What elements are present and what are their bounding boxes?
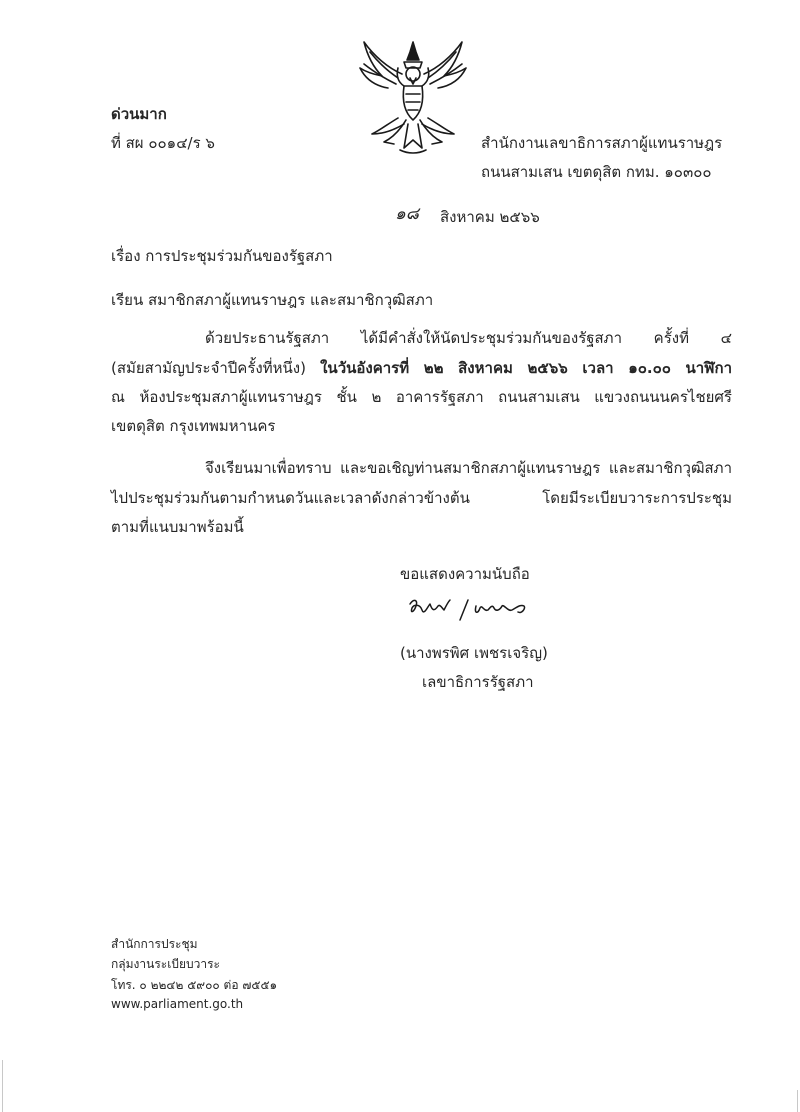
handwritten-signature (404, 594, 544, 626)
date-month-year: สิงหาคม ๒๕๖๖ (440, 208, 540, 226)
sender-office: สำนักงานเลขาธิการสภาผู้แทนราษฎร (481, 134, 723, 152)
subject-line: เรื่อง การประชุมร่วมกันของรัฐสภา (111, 247, 333, 265)
urgency-label: ด่วนมาก (111, 105, 167, 123)
body-paragraph1-line3: ณ ห้องประชุมสภาผู้แทนราษฎร ชั้น ๒ อาคารรัฐสภา ถนนสามเสน แขวงถนนนครไชยศรี (111, 388, 732, 406)
footer-department: สำนักการประชุม (111, 937, 198, 951)
body-meeting-datetime: ในวันอังคารที่ ๒๒ สิงหาคม ๒๕๖๖ เวลา ๑๐.๐๐ นาฬิกา (320, 359, 732, 377)
body-session-text: (สมัยสามัญประจำปีครั้งที่หนึ่ง) (111, 359, 321, 377)
footer-phone: โทร. ๐ ๒๒๔๒ ๕๙๐๐ ต่อ ๗๕๕๑ (111, 978, 278, 992)
body-paragraph2-line3: ตามที่แนบมาพร้อมนี้ (111, 518, 244, 536)
footer-group: กลุ่มงานระเบียบวาระ (111, 957, 220, 971)
body-paragraph1-line2 (111, 356, 732, 380)
signatory-position: เลขาธิการรัฐสภา (422, 673, 534, 691)
body-paragraph1-line4: เขตดุสิต กรุงเทพมหานคร (111, 417, 276, 435)
garuda-emblem (358, 38, 468, 158)
footer-website: www.parliament.go.th (111, 997, 244, 1011)
scan-edge-left (2, 1060, 3, 1112)
closing-phrase: ขอแสดงความนับถือ (400, 565, 530, 583)
signatory-name: (นางพรพิศ เพชรเจริญ) (400, 644, 548, 662)
sender-address: ถนนสามเสน เขตดุสิต กทม. ๑๐๓๐๐ (481, 163, 712, 181)
date-day: ๑๘ (395, 204, 419, 224)
body-paragraph1-line1: ด้วยประธานรัฐสภา ได้มีคำสั่งให้นัดประชุมร่วมกันของรัฐสภา ครั้งที่ ๔ (205, 329, 732, 347)
recipient-line: เรียน สมาชิกสภาผู้แทนราษฎร และสมาชิกวุฒิสภา (111, 291, 434, 309)
scan-edge-right (797, 1090, 798, 1112)
body-paragraph2-line1: จึงเรียนมาเพื่อทราบ และขอเชิญท่านสมาชิกสภาผู้แทนราษฎร และสมาชิกวุฒิสภา (205, 459, 732, 477)
body-paragraph2-line2: ไปประชุมร่วมกันตามกำหนดวันและเวลาดังกล่าวข้างต้น โดยมีระเบียบวาระการประชุม (111, 489, 732, 507)
reference-number: ที่ สผ ๐๐๑๔/ร ๖ (111, 134, 215, 152)
